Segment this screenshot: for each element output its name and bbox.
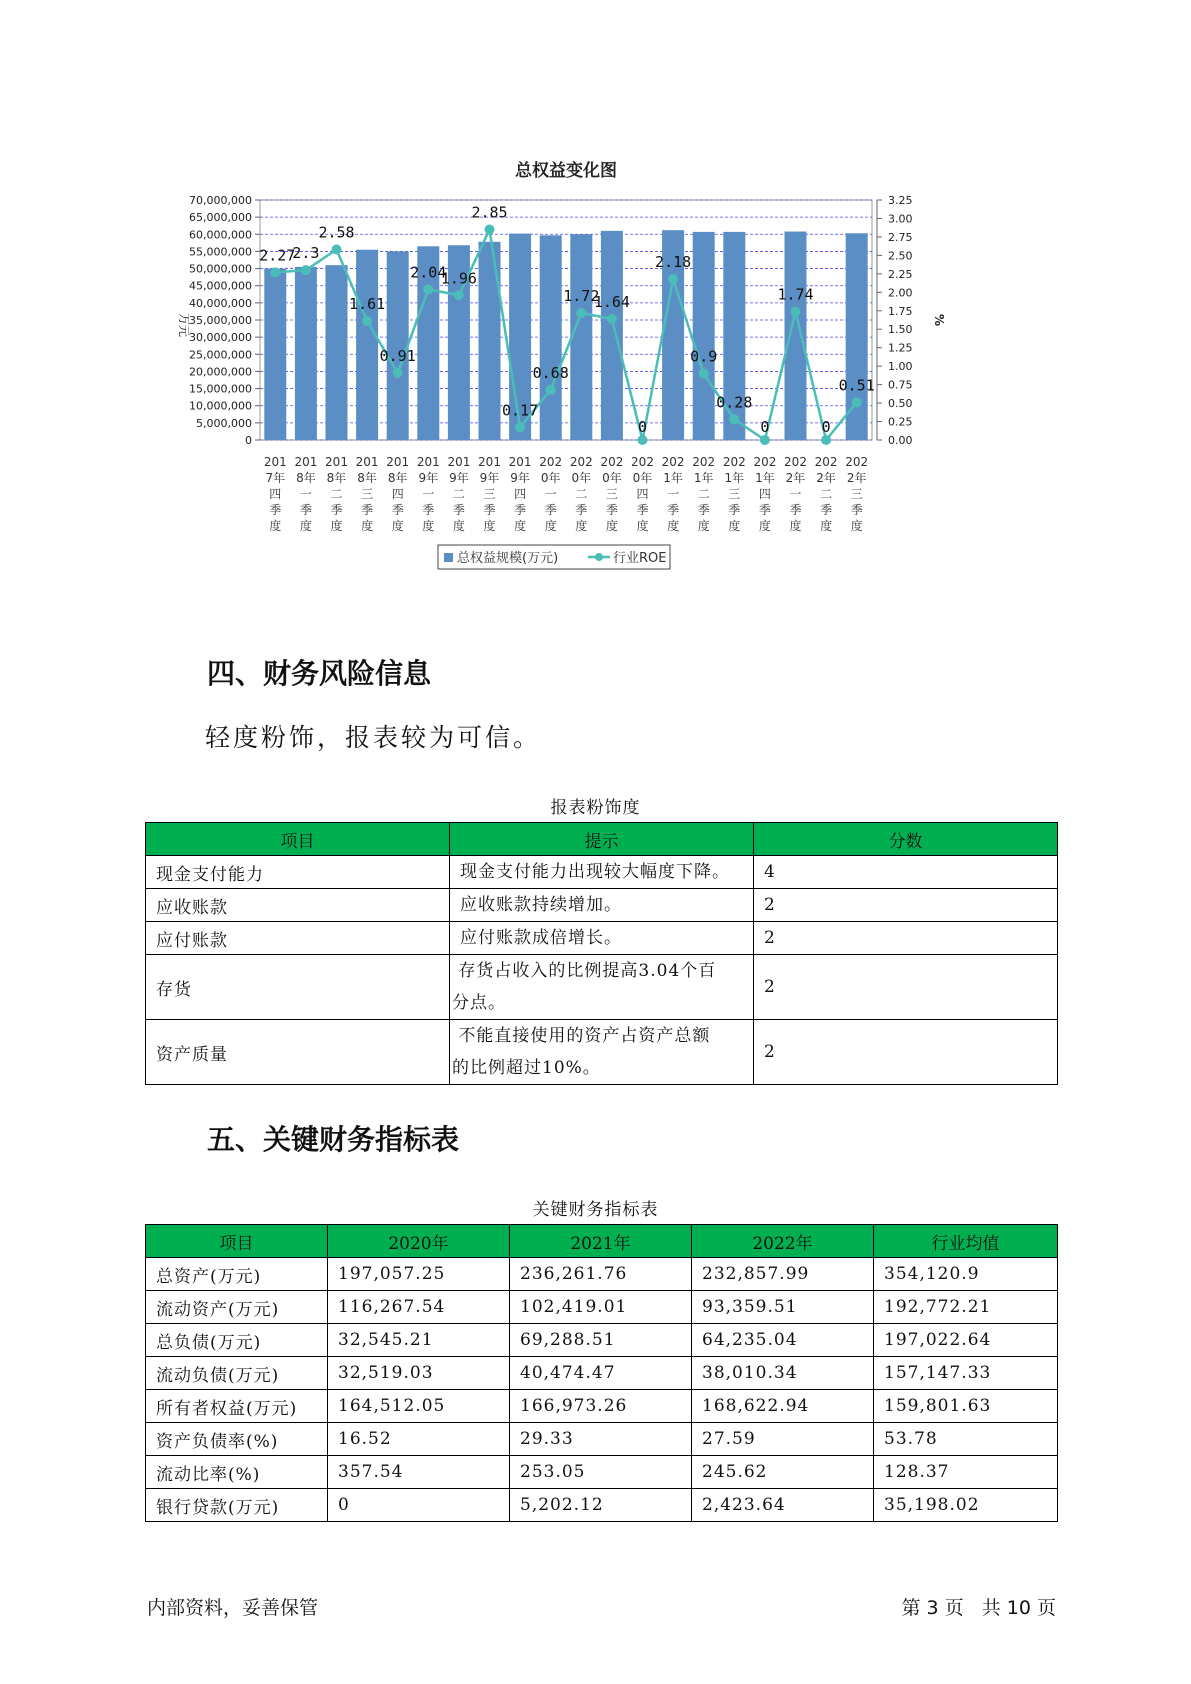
x-category-label: 202 [539,455,563,469]
roe-data-label: 2.58 [318,223,355,242]
y-tick-label: 25,000,000 [189,348,252,362]
key-value-cell: 159,801.63 [874,1390,1058,1423]
roe-point [607,314,617,324]
roe-point [638,435,648,445]
x-category-label: 二 [697,487,710,501]
risk-score-cell: 2 [754,889,1058,922]
roe-point [423,284,433,294]
roe-point [515,422,525,432]
x-category-label: 度 [850,519,863,533]
chart-title: 总权益变化图 [515,161,617,181]
x-category-label: 2年 [846,471,867,485]
x-category-label: 201 [447,455,471,469]
x-category-label: 季 [361,503,374,517]
roe-point [852,397,862,407]
roe-data-label: 0 [821,418,831,436]
roe-data-label: 1.96 [440,269,477,288]
x-category-label: 202 [814,455,838,469]
roe-point [362,316,372,326]
key-value-cell: 116,267.54 [328,1291,510,1324]
risk-table-row [146,1020,1058,1085]
x-category-label: 9年 [510,471,530,485]
roe-data-label: 2.85 [471,203,508,222]
key-table-row [146,1324,1058,1357]
key-value-cell: 197,057.25 [328,1258,510,1291]
equity-bar [570,234,592,440]
key-table-caption: 关键财务指标表 [532,1200,659,1220]
y-tick-label: 5,000,000 [196,416,252,430]
roe-point [699,369,709,379]
x-category-label: 202 [631,455,654,469]
risk-tip-line: 应收账款持续增加。 [460,895,622,915]
key-value-cell: 357.54 [328,1456,510,1489]
risk-tip-cell [450,922,754,955]
risk-score-cell: 2 [754,1020,1058,1085]
key-value-cell: 69,288.51 [510,1324,692,1357]
x-category-label: 季 [452,503,465,517]
risk-table-caption: 报表粉饰度 [550,798,641,818]
x-category-label: 三 [850,487,863,501]
key-header-cell: 行业均值 [874,1225,1058,1258]
x-category-label: 度 [514,519,527,533]
roe-point [454,290,464,300]
risk-tip-line: 存货占收入的比例提高3.04个百 [452,961,717,981]
x-category-label: 季 [269,503,282,517]
key-table-row [146,1423,1058,1456]
x-category-label: 度 [697,519,710,533]
key-header-cell: 2022年 [692,1225,874,1258]
y2-tick-label: 1.00 [888,360,913,374]
roe-point [576,308,586,318]
key-value-cell: 197,022.64 [874,1324,1058,1357]
roe-data-label: 2.3 [292,244,320,263]
key-item-cell: 银行贷款(万元) [146,1489,328,1522]
roe-data-label: 1.74 [777,285,814,304]
roe-point [546,385,556,395]
key-value-cell: 192,772.21 [874,1291,1058,1324]
key-table-row [146,1456,1058,1489]
x-category-label: 1年 [663,471,683,485]
roe-data-label: 0.68 [532,363,569,382]
x-category-label: 季 [605,503,618,517]
key-table-row [146,1258,1058,1291]
x-category-label: 0年 [602,471,622,485]
x-category-label: 0年 [540,471,561,485]
equity-bar [387,251,409,440]
key-value-cell: 27.59 [692,1423,874,1456]
x-category-label: 201 [416,455,440,469]
x-category-label: 度 [269,519,282,533]
risk-item-cell: 资产质量 [146,1020,450,1085]
x-category-label: 季 [483,503,496,517]
y-tick-label: 55,000,000 [189,245,252,259]
x-category-label: 四 [269,487,282,501]
footer-confidential-note: 内部资料，妥善保管 [147,1597,319,1619]
y2-tick-label: 2.25 [888,267,913,281]
legend-item-equity: 总权益规模(万元) [457,551,559,566]
roe-data-label: 2.04 [410,263,447,282]
roe-data-label: 2.18 [655,253,692,272]
x-category-label: 度 [605,519,618,533]
equity-bar [356,250,378,440]
risk-item-cell: 应付账款 [146,922,450,955]
key-value-cell: 232,857.99 [692,1258,874,1291]
x-category-label: 度 [789,519,802,533]
x-category-label: 季 [422,503,435,517]
roe-data-label: 0.28 [716,393,753,412]
risk-tip-line: 分点。 [452,993,506,1013]
risk-header-score: 分数 [754,823,1058,856]
key-value-cell: 164,512.05 [328,1390,510,1423]
x-category-label: 7年 [265,471,286,485]
x-category-label: 度 [544,519,557,533]
roe-data-label: 1.64 [593,292,630,311]
x-category-label: 201 [355,455,379,469]
x-category-label: 三 [605,487,618,501]
roe-point [301,265,311,275]
x-category-label: 季 [544,503,557,517]
key-value-cell: 354,120.9 [874,1258,1058,1291]
legend-item-roe: 行业ROE [613,551,667,566]
x-category-label: 季 [697,503,710,517]
key-value-cell: 64,235.04 [692,1324,874,1357]
equity-chart-svg [150,160,1050,630]
x-category-label: 季 [330,503,343,517]
risk-tip-cell [450,955,754,1020]
x-category-label: 度 [330,519,343,533]
x-category-label: 季 [789,503,802,517]
roe-data-label: 1.61 [349,295,386,314]
x-category-label: 8年 [387,471,408,485]
y2-tick-label: 3.25 [888,194,913,207]
x-category-label: 度 [728,519,741,533]
footer-page-number: 第 3 页 共 10 页 [901,1597,1056,1619]
y2-tick-label: 1.75 [888,304,913,318]
equity-bar [601,231,623,440]
roe-data-label: 1.72 [563,286,600,305]
x-category-label: 三 [728,487,741,501]
x-category-label: 9年 [418,471,439,485]
key-item-cell: 流动比率(%) [146,1456,328,1489]
x-category-label: 度 [820,519,833,533]
key-value-cell: 102,419.01 [510,1291,692,1324]
key-value-cell: 2,423.64 [692,1489,874,1522]
roe-data-label: 0 [637,418,648,436]
key-table-row [146,1489,1058,1522]
y2-tick-label: 2.50 [888,249,913,263]
y2-axis-title: % [932,313,946,327]
x-category-label: 季 [667,503,680,517]
x-category-label: 2年 [816,471,836,485]
x-category-label: 季 [514,503,527,517]
roe-data-label: 0.51 [838,376,875,395]
risk-tip-line: 应付账款成倍增长。 [460,928,622,948]
x-category-label: 四 [514,487,527,501]
risk-score-cell: 2 [754,955,1058,1020]
x-category-label: 201 [325,455,348,469]
roe-data-label: 2.27 [259,246,296,265]
roe-point [270,267,280,277]
roe-point [485,225,495,235]
x-category-label: 201 [294,455,318,469]
roe-data-label: 0.17 [502,401,539,420]
key-item-cell: 流动资产(万元) [146,1291,328,1324]
risk-summary: 轻度粉饰，报表较为可信。 [205,723,542,752]
x-category-label: 度 [575,519,588,533]
key-value-cell: 5,202.12 [510,1489,692,1522]
risk-header-tip: 提示 [450,823,754,856]
x-category-label: 度 [361,519,374,533]
x-category-label: 季 [728,503,741,517]
x-category-label: 度 [299,519,312,533]
key-value-cell: 0 [328,1489,510,1522]
roe-data-label: 0 [760,418,770,436]
x-category-label: 度 [452,519,465,533]
x-category-label: 9年 [449,471,469,485]
y-tick-label: 35,000,000 [189,314,252,327]
risk-score-cell: 4 [754,856,1058,889]
risk-tip-cell [450,889,754,922]
x-category-label: 三 [361,487,374,501]
risk-table [145,822,1058,1085]
key-value-cell: 93,359.51 [692,1291,874,1324]
x-category-label: 0年 [632,471,653,485]
y-tick-label: 60,000,000 [189,228,252,242]
key-header-cell: 项目 [146,1225,328,1258]
risk-heading: 四、财务风险信息 [207,657,432,690]
x-category-label: 202 [692,455,716,469]
y-axis-title: 万元 [177,312,191,338]
y2-tick-label: 0.00 [888,434,913,447]
x-category-label: 季 [820,503,833,517]
x-category-label: 季 [575,503,588,517]
key-item-cell: 所有者权益(万元) [146,1390,328,1423]
y2-tick-label: 0.75 [888,378,913,392]
y2-tick-label: 2.75 [888,230,913,244]
roe-point [668,274,678,284]
x-category-label: 8年 [357,471,377,485]
x-category-label: 度 [636,519,649,533]
key-header-cell: 2021年 [510,1225,692,1258]
x-category-label: 度 [391,519,404,533]
risk-tip-cell [450,856,754,889]
roe-point [332,244,342,254]
x-category-label: 1年 [755,471,775,485]
key-item-cell: 总负债(万元) [146,1324,328,1357]
key-value-cell: 32,545.21 [328,1324,510,1357]
key-item-cell: 流动负债(万元) [146,1357,328,1390]
x-category-label: 202 [722,455,746,469]
key-item-cell: 资产负债率(%) [146,1423,328,1456]
x-category-label: 季 [299,503,312,517]
x-category-label: 一 [544,487,557,501]
x-category-label: 202 [569,455,593,469]
y2-tick-label: 0.25 [888,415,913,429]
key-value-cell: 16.52 [328,1423,510,1456]
roe-point [393,368,403,378]
x-category-label: 202 [753,455,777,469]
y-tick-label: 45,000,000 [189,279,252,293]
x-category-label: 四 [636,487,649,501]
x-category-label: 202 [661,455,685,469]
equity-bar [264,269,286,440]
x-category-label: 季 [636,503,649,517]
x-category-label: 季 [758,503,771,517]
key-value-cell: 32,519.03 [328,1357,510,1390]
x-category-label: 一 [299,487,312,501]
key-value-cell: 40,474.47 [510,1357,692,1390]
y-tick-label: 10,000,000 [189,399,252,413]
risk-tip-line: 不能直接使用的资产占资产总额 [452,1026,711,1046]
y2-tick-label: 3.00 [888,212,913,226]
equity-bar [693,232,715,440]
legend-line-marker [595,553,603,561]
x-category-label: 8年 [326,471,347,485]
key-item-cell: 总资产(万元) [146,1258,328,1291]
x-category-label: 三 [483,487,496,501]
x-category-label: 202 [600,455,624,469]
key-indicators-table [145,1224,1058,1522]
risk-header-item: 项目 [146,823,450,856]
x-category-label: 202 [784,455,807,469]
y-tick-label: 40,000,000 [189,296,252,310]
x-category-label: 度 [483,519,496,533]
key-table-row [146,1390,1058,1423]
key-value-cell: 236,261.76 [510,1258,692,1291]
key-value-cell: 157,147.33 [874,1357,1058,1390]
key-value-cell: 168,622.94 [692,1390,874,1423]
key-value-cell: 253.05 [510,1456,692,1489]
x-category-label: 二 [820,487,833,501]
x-category-label: 一 [422,487,435,501]
risk-table-row [146,889,1058,922]
equity-bar [326,265,348,440]
x-category-label: 1年 [693,471,714,485]
x-category-label: 202 [845,455,869,469]
key-table-row [146,1291,1058,1324]
equity-bar [295,267,317,440]
x-category-label: 9年 [479,471,500,485]
x-category-label: 一 [789,487,802,501]
y-tick-label: 0 [245,434,252,447]
equity-chart [150,160,1050,630]
y2-tick-label: 0.50 [888,397,913,411]
key-value-cell: 128.37 [874,1456,1058,1489]
x-category-label: 8年 [296,471,316,485]
x-category-label: 201 [263,455,287,469]
risk-table-header-row [146,823,1058,856]
equity-bar [846,233,868,440]
risk-item-cell: 现金支付能力 [146,856,450,889]
x-category-label: 四 [758,487,771,501]
key-value-cell: 35,198.02 [874,1489,1058,1522]
x-category-label: 2年 [785,471,806,485]
risk-tip-cell [450,1020,754,1085]
risk-score-cell: 2 [754,922,1058,955]
roe-point [821,435,831,445]
y-tick-label: 70,000,000 [189,194,252,207]
key-value-cell: 53.78 [874,1423,1058,1456]
y-tick-label: 65,000,000 [189,211,252,225]
roe-data-label: 0.9 [690,347,718,366]
risk-tip-line: 的比例超过10%。 [452,1058,601,1078]
x-category-label: 季 [391,503,404,517]
y2-tick-label: 1.50 [888,323,913,337]
legend-bar-swatch [444,553,453,562]
x-category-label: 0年 [571,471,592,485]
y2-tick-label: 1.25 [888,341,913,355]
risk-item-cell: 应收账款 [146,889,450,922]
key-value-cell: 38,010.34 [692,1357,874,1390]
x-category-label: 201 [508,455,532,469]
x-category-label: 201 [386,455,410,469]
x-category-label: 度 [758,519,771,533]
roe-data-label: 0.91 [379,346,416,365]
key-value-cell: 245.62 [692,1456,874,1489]
equity-bar [540,235,562,440]
equity-bar [785,232,807,440]
y-tick-label: 30,000,000 [189,331,252,345]
risk-tip-line: 现金支付能力出现较大幅度下降。 [460,862,730,882]
risk-table-row [146,922,1058,955]
roe-point [760,435,770,445]
y-tick-label: 20,000,000 [189,365,252,379]
y2-tick-label: 2.00 [888,286,913,300]
y-tick-label: 50,000,000 [189,262,252,276]
key-header-cell: 2020年 [328,1225,510,1258]
y-tick-label: 15,000,000 [189,382,252,396]
risk-item-cell: 存货 [146,955,450,1020]
x-category-label: 一 [667,487,680,501]
roe-point [791,307,801,317]
x-category-label: 二 [452,487,465,501]
risk-table-row [146,856,1058,889]
x-category-label: 201 [478,455,501,469]
x-category-label: 度 [667,519,680,533]
key-indicators-heading: 五、关键财务指标表 [207,1123,460,1156]
x-category-label: 二 [330,487,343,501]
x-category-label: 1年 [724,471,745,485]
x-category-label: 季 [850,503,863,517]
key-table-row [146,1357,1058,1390]
key-value-cell: 29.33 [510,1423,692,1456]
roe-point [729,414,739,424]
x-category-label: 二 [575,487,588,501]
risk-table-row [146,955,1058,1020]
x-category-label: 四 [391,487,404,501]
key-value-cell: 166,973.26 [510,1390,692,1423]
x-category-label: 度 [422,519,435,533]
key-table-header-row [146,1225,1058,1258]
